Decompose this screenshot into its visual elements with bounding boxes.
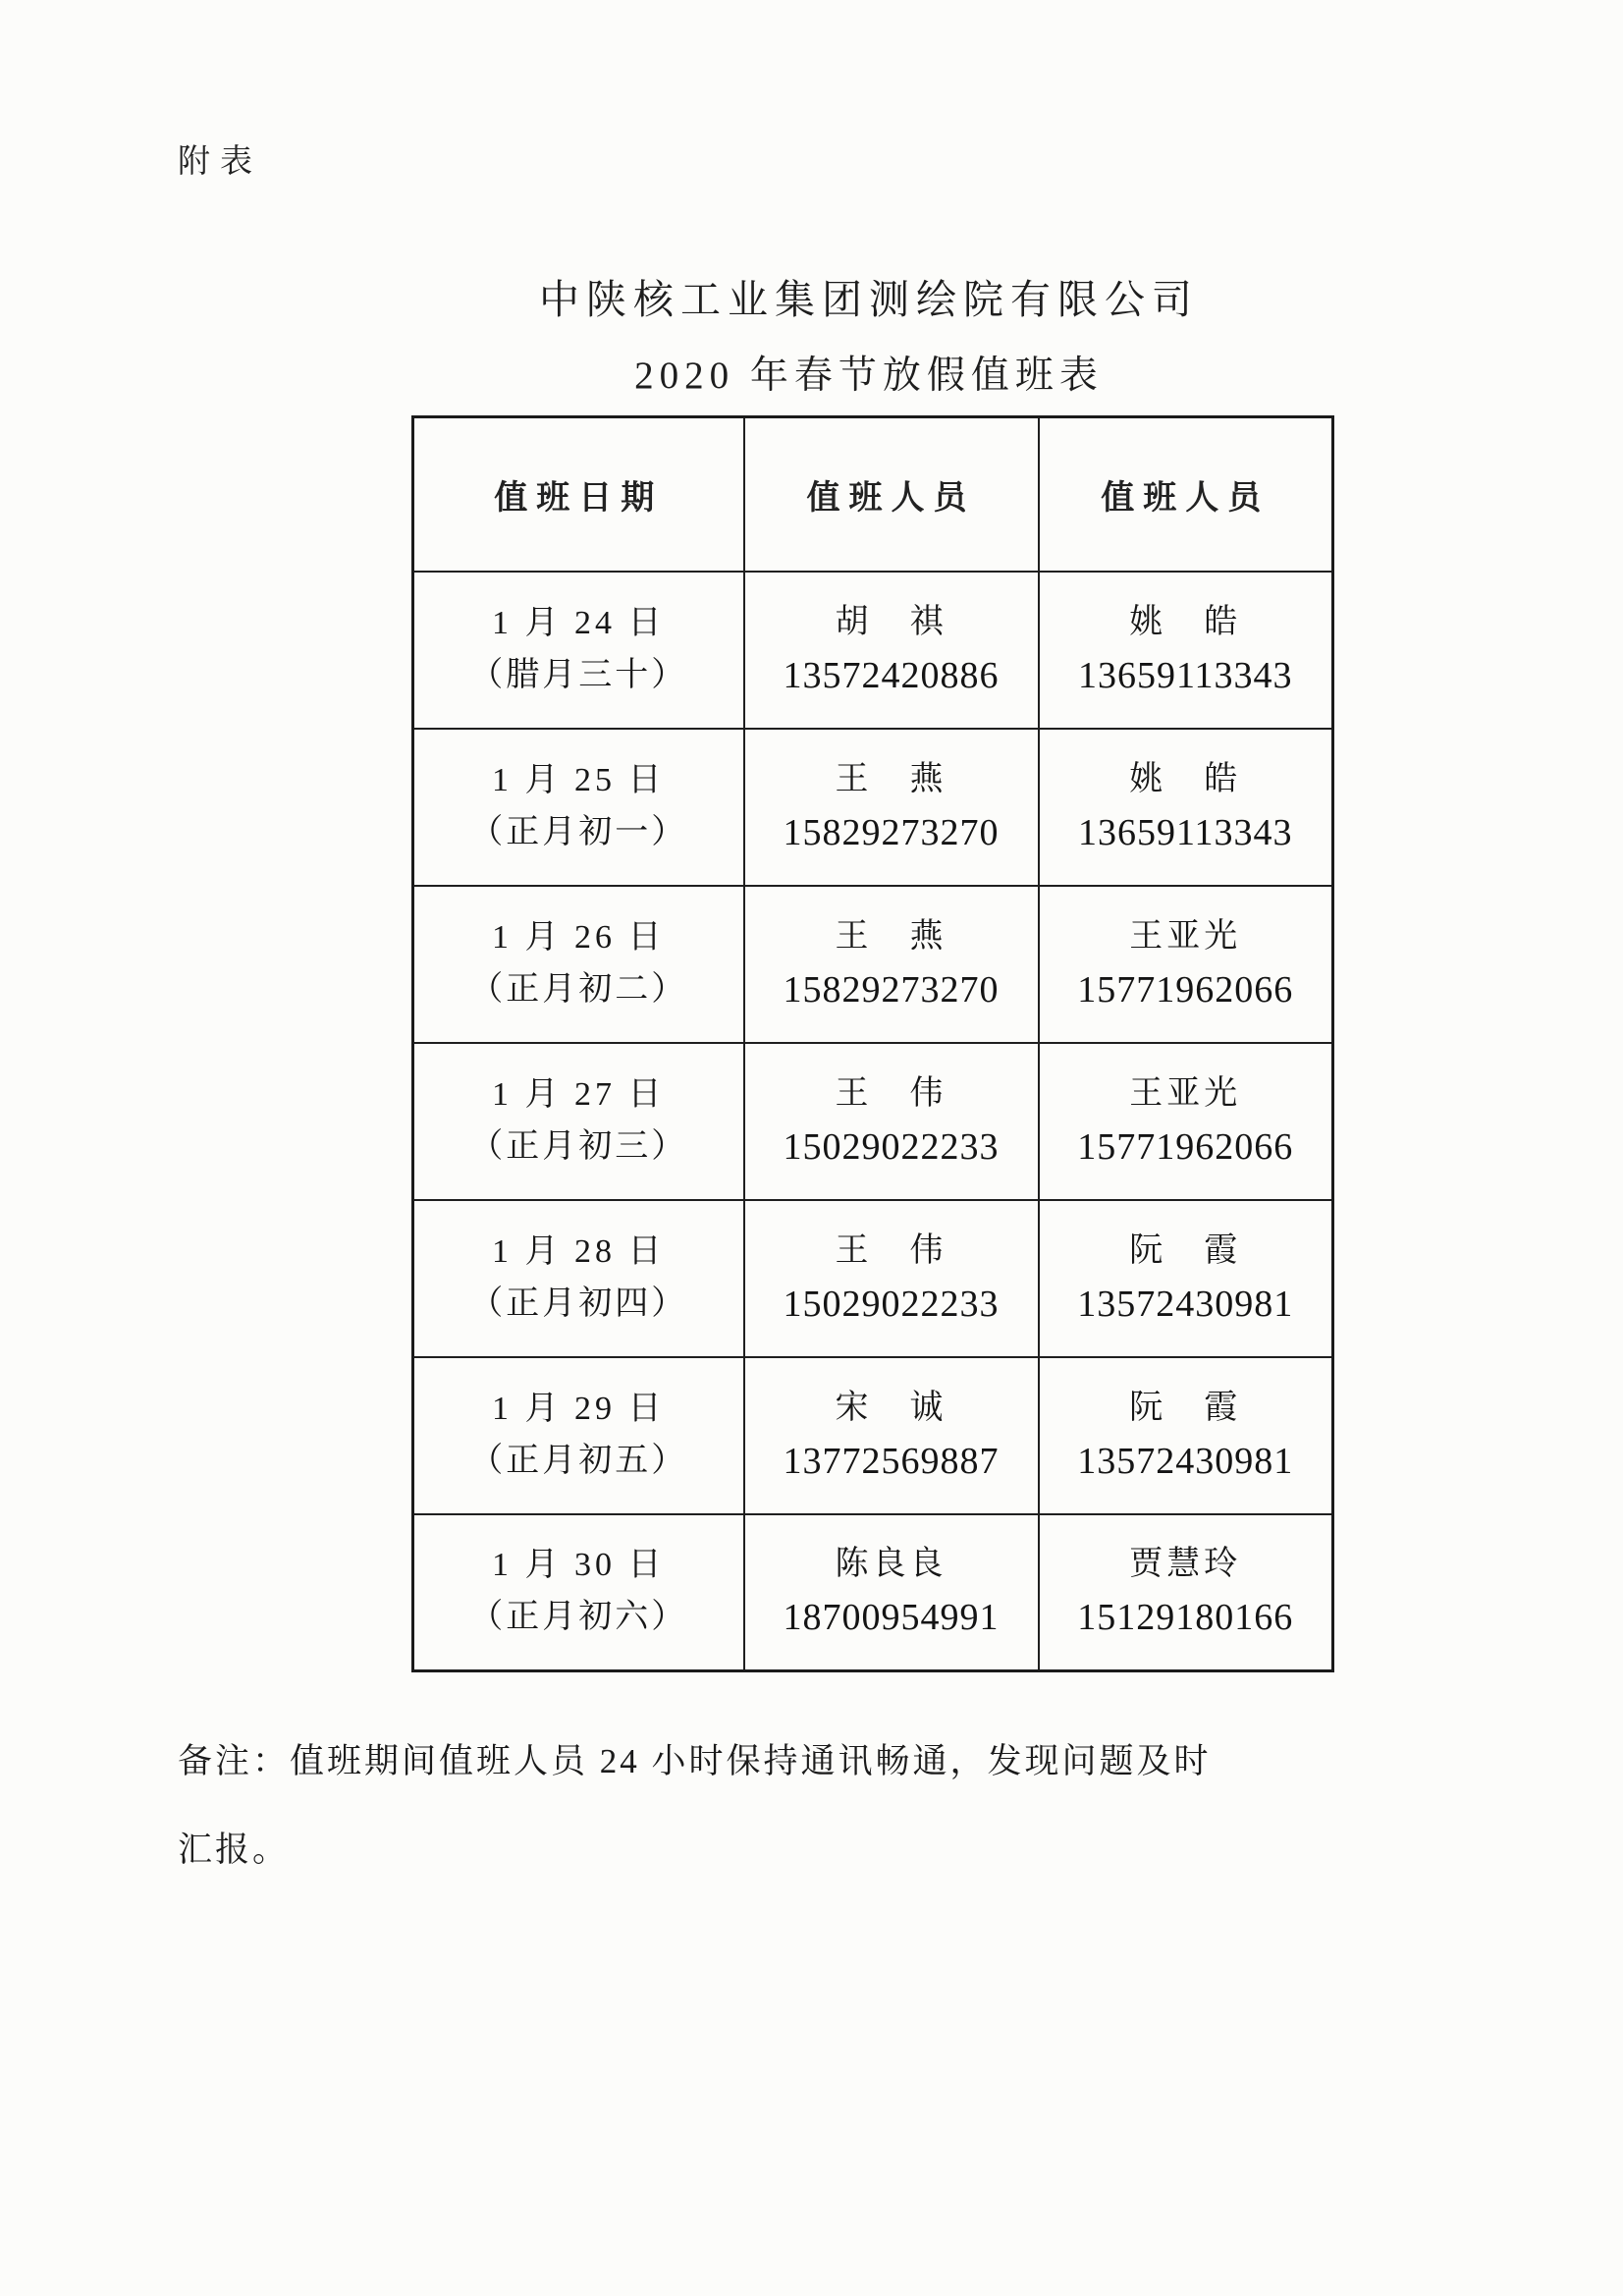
person-name: 姚 皓 bbox=[1129, 603, 1242, 640]
lunar-date: （正月初一） bbox=[469, 813, 688, 850]
person-cell bbox=[1039, 1043, 1333, 1200]
person-cell bbox=[744, 1200, 1039, 1357]
table-row bbox=[413, 729, 1333, 886]
duty-date-cell bbox=[413, 1043, 744, 1200]
person-name: 阮 霞 bbox=[1129, 1389, 1242, 1426]
person-name: 王 伟 bbox=[835, 1074, 947, 1112]
person-cell bbox=[744, 1043, 1039, 1200]
lunar-date: （腊月三十） bbox=[469, 656, 688, 693]
table-row bbox=[413, 1043, 1333, 1200]
person-cell bbox=[1039, 886, 1333, 1043]
lunar-date: （正月初四） bbox=[469, 1285, 688, 1322]
person-phone: 15771962066 bbox=[1077, 1125, 1294, 1168]
person-cell bbox=[744, 572, 1039, 729]
person-phone: 15129180166 bbox=[1077, 1597, 1294, 1639]
person-phone: 18700954991 bbox=[783, 1597, 1000, 1639]
person-cell bbox=[1039, 1357, 1333, 1514]
person-phone: 15771962066 bbox=[1077, 968, 1294, 1011]
table-row bbox=[413, 1514, 1333, 1671]
note-line-2: 汇报。 bbox=[178, 1831, 291, 1869]
table-row bbox=[413, 886, 1333, 1043]
lunar-date: （正月初三） bbox=[469, 1127, 688, 1165]
person-cell bbox=[744, 729, 1039, 886]
person-cell bbox=[744, 1357, 1039, 1514]
person-phone: 15029022233 bbox=[783, 1283, 1000, 1325]
header-cell-duty-person-2 bbox=[1039, 417, 1333, 572]
duty-date: 1 月 25 日 bbox=[492, 761, 666, 798]
person-name: 贾慧玲 bbox=[1129, 1546, 1242, 1583]
person-name: 王 燕 bbox=[835, 760, 947, 797]
header-cell-duty-date bbox=[413, 417, 744, 572]
person-phone: 13572430981 bbox=[1077, 1283, 1294, 1325]
note-line-1: 备注：值班期间值班人员 24 小时保持通讯畅通，发现问题及时 bbox=[178, 1742, 1212, 1780]
duty-date-cell bbox=[413, 1514, 744, 1671]
person-phone: 13572420886 bbox=[783, 654, 1000, 696]
person-cell bbox=[744, 886, 1039, 1043]
table-header-row bbox=[413, 417, 1333, 572]
person-cell bbox=[744, 1514, 1039, 1671]
person-phone: 13572430981 bbox=[1077, 1440, 1294, 1482]
duty-date-cell bbox=[413, 729, 744, 886]
header-label: 值班日期 bbox=[494, 479, 664, 517]
duty-date: 1 月 28 日 bbox=[492, 1232, 666, 1270]
person-phone: 13772569887 bbox=[783, 1440, 1000, 1482]
person-name: 宋 诚 bbox=[835, 1389, 947, 1426]
person-phone: 15829273270 bbox=[783, 811, 1000, 853]
person-cell bbox=[1039, 1514, 1333, 1671]
person-name: 姚 皓 bbox=[1129, 760, 1242, 797]
duty-date: 1 月 29 日 bbox=[492, 1390, 666, 1427]
person-name: 陈良良 bbox=[835, 1546, 947, 1583]
header-cell-duty-person-1 bbox=[744, 417, 1039, 572]
person-cell bbox=[1039, 729, 1333, 886]
person-name: 王 伟 bbox=[835, 1231, 947, 1269]
header-label: 值班人员 bbox=[1101, 479, 1271, 517]
person-phone: 15829273270 bbox=[783, 968, 1000, 1011]
header-label: 值班人员 bbox=[806, 479, 976, 517]
table-row bbox=[413, 1357, 1333, 1514]
attachment-label: 附表 bbox=[178, 144, 262, 180]
lunar-date: （正月初二） bbox=[469, 970, 688, 1008]
person-phone: 13659113343 bbox=[1077, 654, 1293, 696]
person-name: 阮 霞 bbox=[1129, 1231, 1242, 1269]
person-phone: 15029022233 bbox=[783, 1125, 1000, 1168]
remark-note bbox=[178, 1734, 1464, 1878]
duty-date-cell bbox=[413, 572, 744, 729]
doc-title: 中陕核工业集团测绘院有限公司 bbox=[539, 277, 1199, 322]
person-name: 胡 祺 bbox=[835, 603, 947, 640]
duty-date-cell bbox=[413, 1357, 744, 1514]
lunar-date: （正月初五） bbox=[469, 1442, 688, 1479]
duty-date: 1 月 26 日 bbox=[492, 918, 666, 956]
duty-date-cell bbox=[413, 1200, 744, 1357]
duty-date: 1 月 24 日 bbox=[492, 604, 666, 641]
title-block bbox=[373, 267, 1365, 400]
duty-roster-table bbox=[411, 415, 1334, 1672]
person-name: 王 燕 bbox=[835, 917, 947, 955]
duty-date-cell bbox=[413, 886, 744, 1043]
lunar-date: （正月初六） bbox=[469, 1599, 688, 1636]
person-name: 王亚光 bbox=[1129, 1074, 1242, 1112]
person-cell bbox=[1039, 572, 1333, 729]
doc-subtitle: 2020 年春节放假值班表 bbox=[634, 355, 1104, 397]
duty-date: 1 月 30 日 bbox=[492, 1547, 666, 1584]
duty-date: 1 月 27 日 bbox=[492, 1075, 666, 1113]
person-phone: 13659113343 bbox=[1077, 811, 1293, 853]
person-cell bbox=[1039, 1200, 1333, 1357]
table-row bbox=[413, 1200, 1333, 1357]
table-row bbox=[413, 572, 1333, 729]
person-name: 王亚光 bbox=[1129, 917, 1242, 955]
